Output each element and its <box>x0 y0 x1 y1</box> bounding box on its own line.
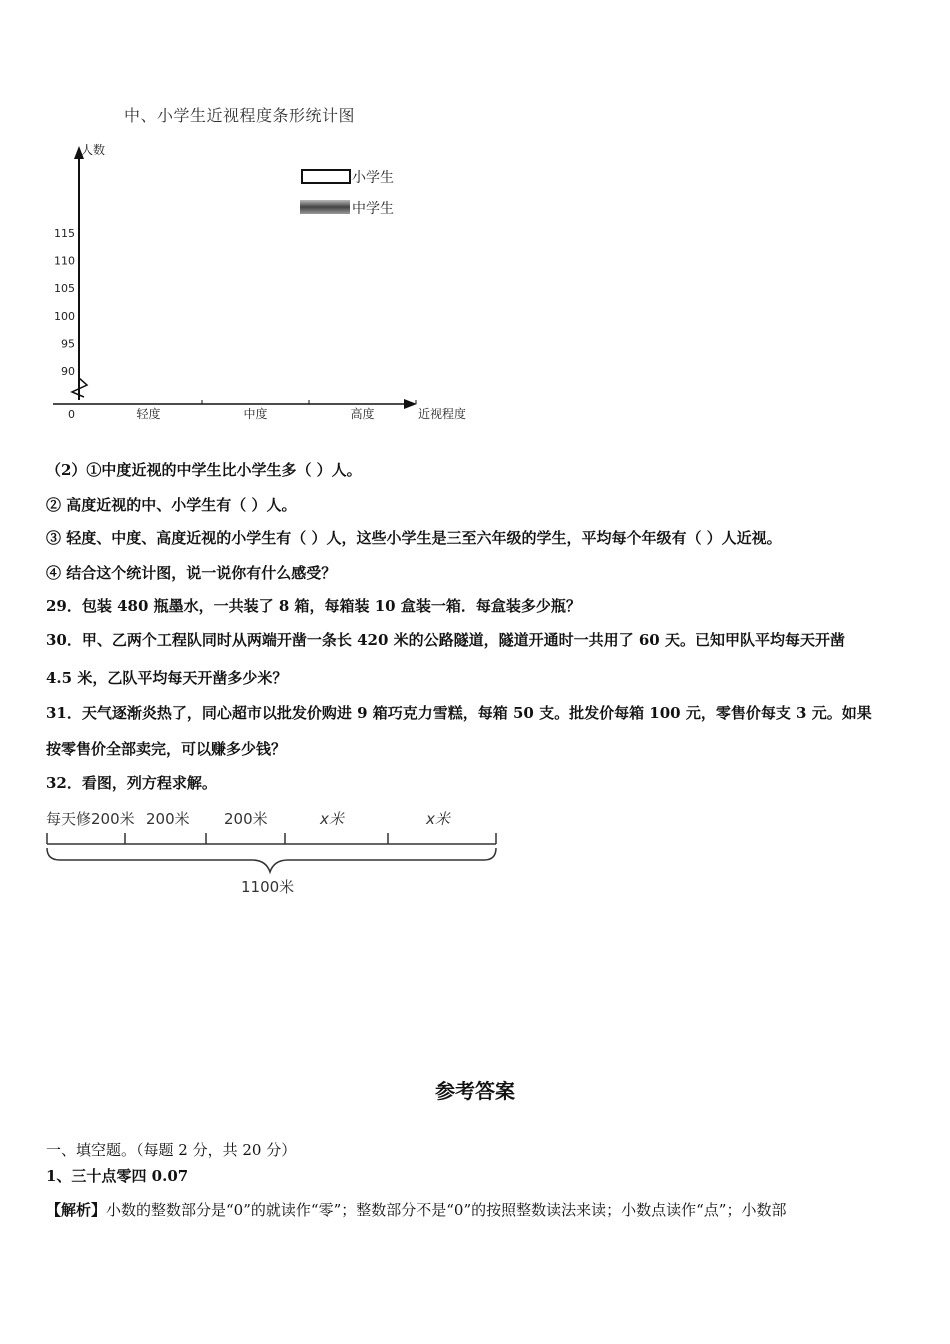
segment-label: 每天修200米 <box>46 810 135 828</box>
question-2-4: ④ 结合这个统计图，说一说你有什么感受？ <box>46 564 337 582</box>
analysis-text: 小数的整数部分是“0”的就读作“零”；整数部分不是“0”的按照整数读法来读；小数点读作“点”；小数部 <box>106 1201 787 1219</box>
segment-label: 200米 <box>224 810 268 828</box>
total-brace <box>47 848 496 872</box>
question-2-1: （2）①中度近视的中学生比小学生多（ ）人。 <box>46 461 362 479</box>
x-axis-label: 近视程度 <box>418 407 467 421</box>
y-axis-label: 人数 <box>81 143 106 157</box>
legend-label-primary: 小学生 <box>352 170 394 186</box>
answer-1: 1、三十点零四 0.07 <box>46 1167 189 1185</box>
question-2-2: ② 高度近视的中、小学生有（ ）人。 <box>46 496 297 514</box>
y-tick-label: 90 <box>61 365 75 378</box>
question-32: 32．看图，列方程求解。 <box>46 774 217 792</box>
question-31-line2: 按零售价全部卖完，可以赚多少钱？ <box>46 740 287 758</box>
question-31-line1: 31．天气逐渐炎热了，同心超市以批发价购进 9 箱巧克力雪糕，每箱 50 支。批发价每箱 100 元，零售价每支 3 元。如果 <box>46 704 872 722</box>
segment-label: x米 <box>426 810 450 828</box>
x-axis-arrow <box>404 399 417 409</box>
section-heading: 一、填空题。（每题 2 分，共 20 分） <box>46 1141 297 1159</box>
answer-heading: 参考答案 <box>435 1079 515 1103</box>
origin-label: 0 <box>68 408 75 421</box>
legend-swatch-middle <box>300 200 350 214</box>
bar-chart <box>0 0 950 440</box>
x-tick-label: 高度 <box>350 407 375 421</box>
segment-label: x米 <box>320 810 344 828</box>
analysis-tag: 【解析】 <box>46 1201 107 1219</box>
total-label: 1100米 <box>241 878 295 896</box>
chart-title: 中、小学生近视程度条形统计图 <box>124 106 356 125</box>
x-tick-label: 中度 <box>243 407 268 421</box>
analysis-line <box>46 1199 786 1220</box>
y-tick-label: 95 <box>61 337 75 351</box>
segment-label: 200米 <box>146 810 190 828</box>
question-29: 29．包装 480 瓶墨水，一共装了 8 箱，每箱装 10 盒装一箱．每盒装多少瓶？ <box>46 597 581 615</box>
x-tick-label: 轻度 <box>136 407 161 421</box>
y-tick-label: 110 <box>54 254 75 268</box>
x-ticks <box>136 400 416 421</box>
y-ticks <box>54 227 75 378</box>
y-tick-label: 100 <box>54 309 75 323</box>
question-30-line1: 30．甲、乙两个工程队同时从两端开凿一条长 420 米的公路隧道，隧道开通时一共用了 60 天。已知甲队平均每天开凿 <box>46 631 845 649</box>
legend-label-middle: 中学生 <box>352 201 394 217</box>
legend-swatch-primary <box>302 170 350 183</box>
y-tick-label: 105 <box>54 282 75 296</box>
y-tick-label: 115 <box>54 227 75 240</box>
question-2-3: ③ 轻度、中度、高度近视的小学生有（ ）人，这些小学生是三至六年级的学生，平均每个年级有（ ）人近视。 <box>46 529 782 547</box>
segment-diagram <box>0 800 950 910</box>
question-30-line2: 4.5 米，乙队平均每天开凿多少米？ <box>46 669 288 687</box>
